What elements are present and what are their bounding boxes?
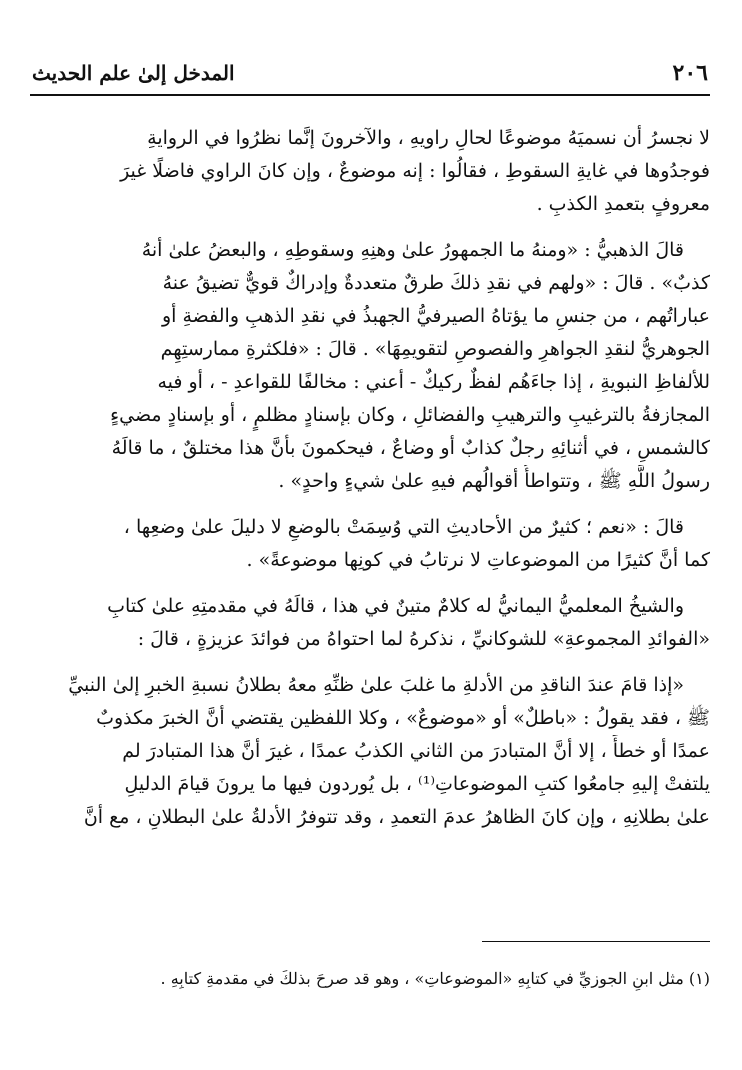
- paragraph-3: [30, 511, 710, 577]
- paragraph-2: [30, 234, 710, 498]
- text-line: علىٰ بطلانِهِ ، وإن كانَ الظاهرُ عدمَ التعمدِ ، وقد تتوفرُ الأدلةُ علىٰ البطلانِ ، مع أنَّ: [83, 806, 710, 828]
- text-line: لا نجسرُ أن نسميَهُ موضوعًا لحالِ راويهِ ، والآخرونَ إنَّما نظرُوا في الروايةِ: [147, 127, 710, 149]
- text-line: عمدًا أو خطأً ، إلا أنَّ المتبادرَ من الثاني الكذبُ عمدًا ، غيرَ أنَّ هذا المتبادرَ لم: [122, 740, 710, 762]
- paragraph-4: [30, 590, 710, 656]
- text-line: معروفٍ بتعمدِ الكذبِ .: [536, 193, 710, 215]
- page-header: [30, 56, 710, 90]
- body-text: [30, 122, 710, 834]
- paragraph-gap: [30, 656, 710, 669]
- text-line: عباراتُهم ، من جنسِ ما يؤتاهُ الصيرفيُّ الجهبذُ في نقدِ الذهبِ والفضةِ أو: [161, 305, 710, 327]
- paragraph-gap: [30, 221, 710, 234]
- text-line: المجازفةُ بالترغيبِ والترهيبِ والفضائلِ ، وكان بإسنادٍ مظلمٍ ، أو بإسنادٍ مضيءٍ: [110, 404, 710, 426]
- footnote: (١) مثل ابنِ الجوزيِّ في كتابِهِ «الموضوعاتِ» ، وهو قد صرحَ بذلكَ في مقدمةِ كتابِهِ .: [160, 969, 710, 988]
- paragraph-gap: [30, 498, 710, 511]
- paragraph-gap: [30, 577, 710, 590]
- text-line: فوجدُوها في غايةِ السقوطِ ، فقالُوا : إنه موضوعٌ ، وإن كانَ الراوي فاضلًا غيرَ: [120, 160, 710, 182]
- text-line: كذبٌ» . قالَ : «ولهم في نقدِ ذلكَ طرقٌ متعددةٌ وإدراكٌ قويٌّ تضيقُ عنهُ: [162, 272, 710, 294]
- running-title: المدخل إلىٰ علم الحديث: [32, 61, 235, 85]
- text-line: رسولُ اللَّهِ ﷺ ، وتتواطأُ أقوالُهم فيهِ علىٰ شيءٍ واحدٍ» .: [278, 470, 710, 492]
- text-line: «الفوائدِ المجموعةِ» للشوكانيِّ ، نذكرهُ لما احتواهُ من فوائدَ عزيزةٍ ، قالَ :: [137, 628, 710, 650]
- header-rule: [30, 94, 710, 96]
- text-line: كالشمسِ ، في أثنائِهِ رجلٌ كذابٌ أو وضاعٌ ، فيحكمونَ بأنَّ هذا مختلقٌ ، ما قالَهُ: [111, 437, 710, 459]
- text-line: قالَ : «نعم ؛ كثيرٌ من الأحاديثِ التي وُسِمَتْ بالوضعِ لا دليلَ علىٰ وضعِها ،: [123, 516, 684, 538]
- text-line: والشيخُ المعلميُّ اليمانيُّ له كلامٌ متينٌ في هذا ، قالَهُ في مقدمتِهِ علىٰ كتابِ: [107, 595, 684, 617]
- text-line: قالَ الذهبيُّ : «ومنهُ ما الجمهورُ علىٰ وهنِهِ وسقوطِهِ ، والبعضُ علىٰ أنهُ: [141, 239, 684, 261]
- paragraph-1: [30, 122, 710, 221]
- text-line: «إذا قامَ عندَ الناقدِ من الأدلةِ ما غلبَ علىٰ ظنِّهِ معهُ بطلانُ نسبةِ الخبرِ إلىٰ النبيِّ: [68, 674, 684, 696]
- text-line: كما أنَّ كثيرًا من الموضوعاتِ لا نرتابُ في كونِها موضوعةً» .: [246, 549, 710, 571]
- footnote-rule: [482, 941, 710, 942]
- text-line: ﷺ ، فقد يقولُ : «باطلٌ» أو «موضوعٌ» ، وكلا اللفظين يقتضي أنَّ الخبرَ مكذوبٌ: [96, 707, 710, 729]
- paragraph-5: [30, 669, 710, 834]
- page-number: ٢٠٦: [672, 60, 708, 86]
- text-line: للألفاظِ النبويةِ ، إذا جاءَهُم لفظٌ ركيكٌ - أعني : مخالفًا للقواعدِ - ، أو فيه: [157, 371, 710, 393]
- text-line: يلتفتْ إليهِ جامعُوا كتبِ الموضوعاتِ⁽¹⁾ ، بل يُوردون فيها ما يرونَ قيامَ الدليلِ: [124, 773, 710, 795]
- text-line: الجوهريُّ لنقدِ الجواهرِ والفصوصِ لتقويمِهَا» . قالَ : «فلكثرةِ ممارستِهِم: [160, 338, 710, 360]
